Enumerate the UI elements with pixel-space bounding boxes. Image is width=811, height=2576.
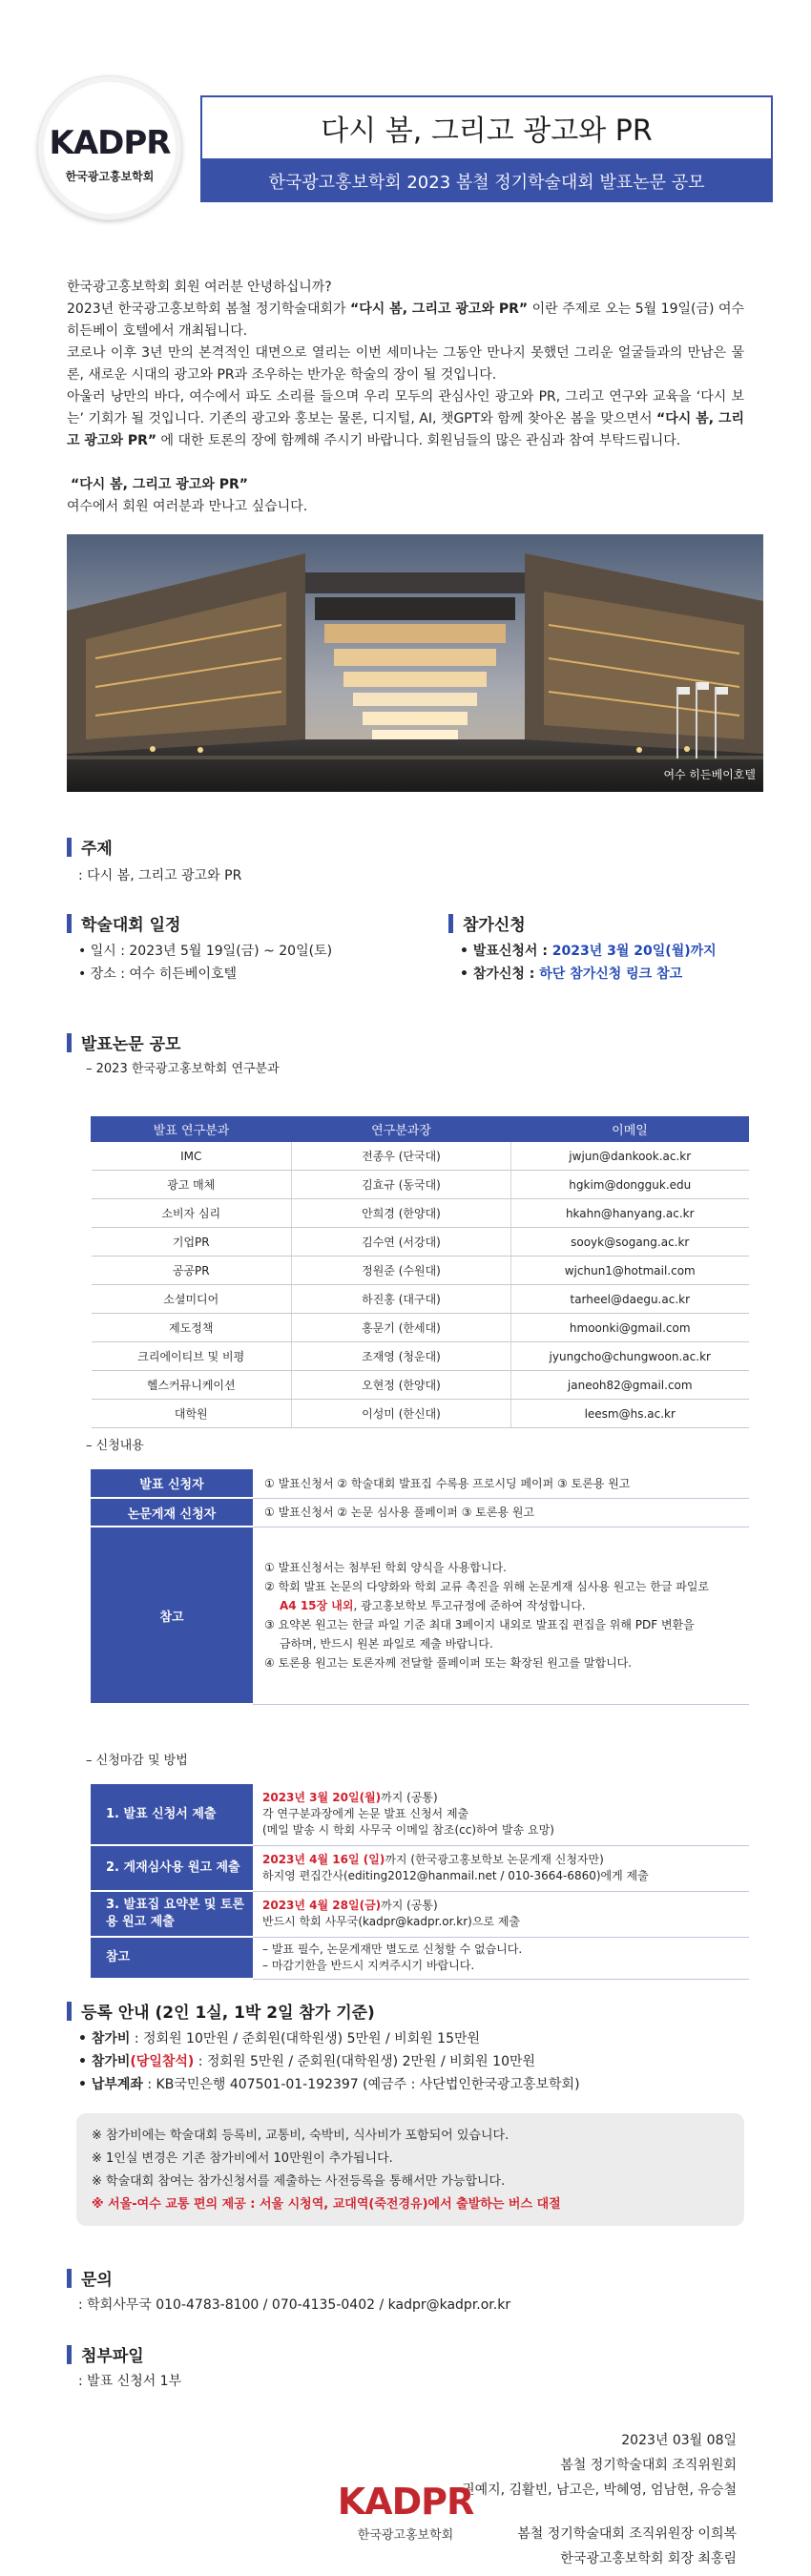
division-cell: 제도정책	[92, 1314, 292, 1342]
note-item: ※ 참가비에는 학술대회 등록비, 교통비, 숙박비, 식사비가 포함되어 있습니다.	[92, 2129, 509, 2143]
registration-account	[78, 2073, 580, 2096]
table-row	[92, 1199, 749, 1228]
col-division: 발표 연구분과	[92, 1117, 292, 1142]
deadline-line: – 마감기한을 반드시 지켜주시기 바랍니다.	[262, 1959, 475, 1972]
deadline-date-tail: 까지 (공통)	[381, 1899, 438, 1912]
section-schedule-title: 학술대회 일정	[81, 916, 181, 935]
section-call-header	[67, 1030, 180, 1054]
fee2-label: • 참가비	[78, 2054, 131, 2069]
section-marker	[67, 2002, 72, 2021]
email-cell[interactable]: jyungcho@chungwoon.ac.kr	[511, 1342, 749, 1371]
deadline-date: 2023년 4월 28일(금)	[262, 1899, 382, 1912]
deadline-line	[262, 1790, 739, 1806]
section-apply-title: 참가신청	[463, 916, 526, 935]
deadline-subhead: – 신청마감 및 방법	[86, 1754, 188, 1768]
email-cell[interactable]: hmoonki@gmail.com	[511, 1314, 749, 1342]
apply-form-deadline: 2023년 3월 20일(월)까지	[551, 944, 717, 959]
col-head: 연구분과장	[292, 1117, 511, 1142]
note-item: ※ 1인실 변경은 기존 참가비에서 10만원이 추가됩니다.	[92, 2151, 393, 2166]
schedule-date: • 일시 : 2023년 5월 19일(금) ~ 20일(토)	[78, 944, 333, 959]
apply-details	[460, 940, 717, 986]
deadline-line: 각 연구분과장에게 논문 발표 신청서 제출	[262, 1807, 469, 1821]
email-cell[interactable]: sooyk@sogang.ac.kr	[511, 1228, 749, 1257]
account-label: • 납부계좌	[78, 2077, 143, 2092]
table-row	[91, 1527, 749, 1704]
note-line: 금하며, 반드시 원본 파일로 제출 바랍니다.	[280, 1637, 493, 1651]
row-content: ① 발표신청서 ② 논문 심사용 풀페이퍼 ③ 토론용 원고	[253, 1498, 749, 1527]
section-contact-title: 문의	[81, 2271, 113, 2290]
section-apply-header	[448, 911, 526, 935]
table-row	[91, 1845, 749, 1891]
head-cell: 전종우 (단국대)	[292, 1142, 511, 1171]
intro-paragraph-1	[67, 299, 744, 343]
apply-join	[460, 963, 717, 986]
deadline-date-tail: 까지 (공통)	[381, 1791, 438, 1805]
intro-greeting: 한국광고홍보학회 회원 여러분 안녕하십니까?	[67, 280, 332, 295]
footer-logo-name: 한국광고홍보학회	[357, 2528, 454, 2543]
attach-text[interactable]: : 발표 신청서 1부	[78, 2374, 182, 2389]
table-row	[91, 1498, 749, 1527]
table-row	[92, 1257, 749, 1285]
table-row	[91, 1891, 749, 1937]
page-title: 다시 봄, 그리고 광고와 PR	[200, 95, 773, 160]
contents-subhead: – 신청내용	[86, 1439, 144, 1453]
division-cell: 광고 매체	[92, 1171, 292, 1199]
registration-notes	[76, 2113, 744, 2226]
division-cell: IMC	[92, 1142, 292, 1171]
research-division-table	[91, 1116, 749, 1428]
logo-mark: KADPR	[49, 124, 171, 162]
closing-members: 권예지, 김활빈, 남고은, 박혜영, 엄남현, 유승철	[462, 2483, 737, 2498]
intro-p4-pre: 아울러 낭만의 바다, 여수에서 파도 소리를 들으며 우리 모두의 관심사인 광고와 PR, 그리고 연구와 교육을 ‘다시 보는’ 기회가 될 것입니다. 기존의 광고와 홍보는 물론, 디지털, AI, 챗GPT와 함께 찾아온 봄을 맞으면서	[67, 389, 744, 426]
note-line: ③ 요약본 원고는 한글 파일 기준 최대 3페이지 내외로 발표집 편집을 위해 PDF 변환을	[264, 1618, 695, 1631]
note-line-tail: , 광고홍보학보 투고규정에 준하여 작성합니다.	[353, 1599, 586, 1612]
note-line	[264, 1596, 738, 1615]
fee2-text: : 정회원 5만원 / 준회원(대학원생) 2만원 / 비회원 10만원	[194, 2054, 536, 2069]
table-row	[92, 1400, 749, 1428]
table-row	[92, 1142, 749, 1171]
application-contents-table	[91, 1469, 749, 1705]
footer-logo-mark: KADPR	[337, 2481, 474, 2523]
head-cell: 김수연 (서강대)	[292, 1228, 511, 1257]
section-marker	[67, 2269, 72, 2288]
section-attach-header	[67, 2342, 144, 2366]
fee2-day-tag: (당일참석)	[130, 2054, 195, 2069]
deadline-line: 반드시 학회 사무국(kadpr@kadpr.or.kr)으로 제출	[262, 1915, 521, 1928]
hotel-illustration	[67, 534, 763, 792]
registration-details	[78, 2027, 580, 2096]
row-content	[253, 1527, 749, 1704]
section-attach-title: 첨부파일	[81, 2347, 144, 2366]
deadline-line: 하지영 편집간사(editing2012@hanmail.net / 010-3664-6860)에게 제출	[262, 1869, 649, 1882]
section-theme-header	[67, 835, 113, 859]
fee-text: : 정회원 10만원 / 준회원(대학원생) 5만원 / 비회원 15만원	[130, 2031, 481, 2046]
head-cell: 안희경 (한양대)	[292, 1199, 511, 1228]
table-row	[92, 1342, 749, 1371]
division-cell: 공공PR	[92, 1257, 292, 1285]
registration-fee-day	[78, 2050, 580, 2073]
closing-chair: 봄철 정기학술대회 조직위원장 이희복	[517, 2526, 737, 2542]
theme-text: : 다시 봄, 그리고 광고와 PR	[78, 868, 242, 883]
row-label: 참고	[91, 1527, 253, 1704]
head-cell: 오현정 (한양대)	[292, 1371, 511, 1400]
deadline-date: 2023년 3월 20일(월)	[262, 1791, 382, 1805]
division-cell: 소비자 심리	[92, 1199, 292, 1228]
row-label: 발표 신청자	[91, 1469, 253, 1498]
head-cell: 정원준 (수원대)	[292, 1257, 511, 1285]
section-schedule-header	[67, 911, 180, 935]
row-label: 3. 발표집 요약본 및 토론용 원고 제출	[91, 1891, 253, 1937]
row-label: 논문게재 신청자	[91, 1498, 253, 1527]
row-content	[253, 1937, 749, 1979]
registration-fee	[78, 2027, 580, 2050]
account-text: : KB국민은행 407501-01-192397 (예금주 : 사단법인한국광고홍보학회)	[142, 2077, 580, 2092]
deadline-line: – 발표 필수, 논문게재만 별도로 신청할 수 없습니다.	[262, 1942, 523, 1956]
section-marker	[67, 838, 72, 857]
fee-label: • 참가비	[78, 2031, 131, 2046]
email-cell[interactable]: hgkim@dongguk.edu	[511, 1171, 749, 1199]
apply-join-link[interactable]: 하단 참가신청 링크 참고	[539, 966, 683, 982]
table-row	[91, 1469, 749, 1498]
contact-text[interactable]: : 학회사무국 010-4783-8100 / 070-4135-0402 / kadpr@kadpr.or.kr	[78, 2297, 511, 2313]
logo-name: 한국광고홍보학회	[65, 170, 155, 183]
closing-president: 한국광고홍보학회 회장 최홍림	[560, 2551, 737, 2566]
header-logo	[38, 76, 181, 219]
intro-quote-follow: 여수에서 회원 여러분과 만나고 싶습니다.	[67, 499, 308, 514]
table-row	[92, 1285, 749, 1314]
table-row	[92, 1171, 749, 1199]
section-registration-title: 등록 안내 (2인 1실, 1박 2일 참가 기준)	[81, 2004, 375, 2023]
note-line: ① 발표신청서는 첨부된 학회 양식을 사용합니다.	[264, 1561, 507, 1574]
deadline-line: (메일 발송 시 학회 사무국 이메일 참조(cc)하여 발송 요망)	[262, 1823, 554, 1838]
table-row	[91, 1784, 749, 1845]
section-registration-header	[67, 1999, 375, 2023]
row-content	[253, 1845, 749, 1891]
table-row	[92, 1371, 749, 1400]
intro-quote	[67, 474, 744, 496]
row-label: 1. 발표 신청서 제출	[91, 1784, 253, 1845]
row-label: 참고	[91, 1937, 253, 1979]
head-cell: 홍문기 (한세대)	[292, 1314, 511, 1342]
head-cell: 김효규 (동국대)	[292, 1171, 511, 1199]
row-label: 2. 게재심사용 원고 제출	[91, 1845, 253, 1891]
note-line: ④ 토론용 원고는 토론자께 전달할 풀페이퍼 또는 확장된 원고를 말합니다.	[264, 1656, 633, 1670]
apply-form	[460, 940, 717, 963]
head-cell: 조재영 (청운대)	[292, 1342, 511, 1371]
division-cell: 헬스커뮤니케이션	[92, 1371, 292, 1400]
deadline-table	[91, 1784, 749, 1980]
intro-p4-theme: “다시 봄, 그리고 광고와 PR”	[67, 411, 744, 448]
division-cell: 기업PR	[92, 1228, 292, 1257]
head-cell: 하진홍 (대구대)	[292, 1285, 511, 1314]
email-cell[interactable]: janeoh82@gmail.com	[511, 1371, 749, 1400]
hotel-photo	[67, 534, 763, 792]
division-cell: 대학원	[92, 1400, 292, 1428]
table-row	[91, 1937, 749, 1979]
section-marker	[67, 2345, 72, 2364]
note-item: ※ 학술대회 참여는 참가신청서를 제출하는 사전등록을 통해서만 가능합니다.	[92, 2174, 506, 2189]
apply-form-label: • 발표신청서 :	[460, 944, 552, 959]
email-cell[interactable]: jwjun@dankook.ac.kr	[511, 1142, 749, 1171]
intro-p2-post: 이란 주제로 오는 5월 19일(금) 여수 히든베이 호텔에서 개최됩니다.	[67, 301, 744, 339]
head-cell: 이성미 (한신대)	[292, 1400, 511, 1428]
table-header-row	[92, 1117, 749, 1142]
schedule-details	[78, 940, 332, 986]
apply-join-label: • 참가신청 :	[460, 966, 540, 982]
intro-text	[67, 277, 744, 518]
division-cell: 소셜미디어	[92, 1285, 292, 1314]
deadline-line	[262, 1852, 739, 1868]
email-cell[interactable]: wjchun1@hotmail.com	[511, 1257, 749, 1285]
deadline-line	[262, 1898, 739, 1914]
email-cell[interactable]: tarheel@daegu.ac.kr	[511, 1285, 749, 1314]
table-row	[92, 1314, 749, 1342]
closing-org: 봄철 정기학술대회 조직위원회	[560, 2458, 737, 2473]
email-cell[interactable]: leesm@hs.ac.kr	[511, 1400, 749, 1428]
intro-paragraph-3	[67, 386, 744, 452]
intro-p2-pre: 2023년 한국광고홍보학회 봄철 정기학술대회가	[67, 301, 351, 317]
row-content	[253, 1891, 749, 1937]
division-cell: 크리에이티브 및 비평	[92, 1342, 292, 1371]
section-theme-title: 주제	[81, 840, 113, 859]
section-call-title: 발표논문 공모	[81, 1035, 181, 1054]
col-email: 이메일	[511, 1117, 749, 1142]
section-contact-header	[67, 2266, 113, 2290]
footer-logo	[0, 2481, 811, 2543]
section-marker	[448, 914, 453, 933]
intro-p2-theme: “다시 봄, 그리고 광고와 PR”	[350, 301, 529, 317]
deadline-date: 2023년 4월 16일 (일)	[262, 1853, 385, 1866]
section-marker	[67, 914, 72, 933]
schedule-place: • 장소 : 여수 히든베이호텔	[78, 966, 238, 982]
section-marker	[67, 1033, 72, 1052]
row-content	[253, 1784, 749, 1845]
note-line: ② 학회 발표 논문의 다양화와 학회 교류 촉진을 위해 논문게재 심사용 원고는 한글 파일로	[264, 1580, 710, 1593]
hotel-photo-caption: 여수 히든베이호텔	[663, 768, 756, 781]
closing-date: 2023년 03월 08일	[621, 2433, 737, 2448]
call-subhead: – 2023 한국광고홍보학회 연구분과	[86, 1062, 280, 1076]
deadline-date-tail: 까지 (한국광고홍보학보 논문게재 신청자만)	[385, 1853, 604, 1866]
intro-quote-text: “다시 봄, 그리고 광고와 PR”	[71, 477, 248, 492]
note-item-bus: ※ 서울-여수 교통 편의 제공 : 서울 시청역, 교대역(죽전경유)에서 출발하는 버스 대절	[92, 2197, 561, 2212]
intro-p4-post: 에 대한 토론의 장에 함께해 주시기 바랍니다. 회원님들의 많은 관심과 참여 부탁드립니다.	[156, 433, 681, 448]
note-highlight: A4 15장 내외	[280, 1599, 354, 1612]
intro-paragraph-2: 코로나 이후 3년 만의 본격적인 대면으로 열리는 이번 세미나는 그동안 만나지 못했던 그리운 얼굴들과의 만남은 물론, 새로운 시대의 광고와 PR과 조우하는 반가운 학술의 장이 될 것입니다.	[67, 345, 744, 383]
email-cell[interactable]: hkahn@hanyang.ac.kr	[511, 1199, 749, 1228]
row-content: ① 발표신청서 ② 학술대회 발표집 수록용 프로시딩 페이퍼 ③ 토론용 원고	[253, 1469, 749, 1498]
page-subtitle: 한국광고홍보학회 2023 봄철 정기학술대회 발표논문 공모	[200, 160, 773, 202]
table-row	[92, 1228, 749, 1257]
